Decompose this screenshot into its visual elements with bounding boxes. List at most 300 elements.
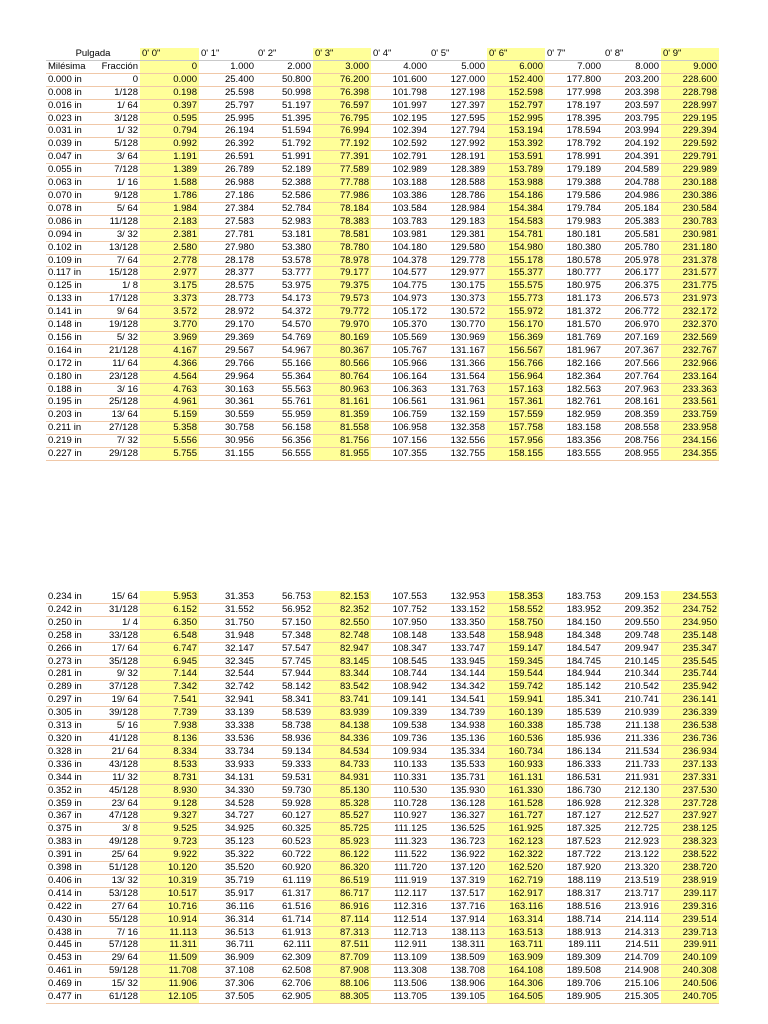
mm-value-cell[interactable]: 108.545 <box>371 655 429 668</box>
mm-value-cell[interactable]: 127.595 <box>429 112 487 125</box>
mm-value-cell[interactable]: 186.333 <box>545 758 603 771</box>
fraccion-cell[interactable]: 13/ 32 <box>93 874 140 887</box>
mm-value-cell[interactable]: 133.945 <box>429 655 487 668</box>
mm-value-cell[interactable]: 157.758 <box>487 422 545 435</box>
mm-value-cell[interactable]: 52.586 <box>256 189 313 202</box>
mm-value-cell[interactable]: 135.533 <box>429 758 487 771</box>
fraccion-cell[interactable]: 1/ 8 <box>93 280 140 293</box>
header-fraccion[interactable]: Fracción <box>93 60 140 73</box>
mm-value-cell[interactable]: 11.113 <box>140 926 199 939</box>
fraccion-cell[interactable]: 55/128 <box>93 913 140 926</box>
mm-value-cell[interactable]: 132.953 <box>429 591 487 603</box>
mm-value-cell[interactable]: 3.175 <box>140 280 199 293</box>
mm-value-cell[interactable]: 26.789 <box>199 164 256 177</box>
mm-value-cell[interactable]: 189.309 <box>545 952 603 965</box>
mm-value-cell[interactable]: 81.161 <box>313 396 371 409</box>
mm-value-cell[interactable]: 78.978 <box>313 254 371 267</box>
fraccion-cell[interactable]: 11/ 32 <box>93 771 140 784</box>
mm-value-cell[interactable]: 235.347 <box>661 642 719 655</box>
mm-value-cell[interactable]: 215.106 <box>603 978 661 991</box>
mm-value-cell[interactable]: 240.506 <box>661 978 719 991</box>
mm-value-cell[interactable]: 59.333 <box>256 758 313 771</box>
mm-value-cell[interactable]: 181.570 <box>545 319 603 332</box>
mm-value-cell[interactable]: 53.181 <box>256 228 313 241</box>
mm-value-cell[interactable]: 152.797 <box>487 99 545 112</box>
mm-value-cell[interactable]: 187.523 <box>545 836 603 849</box>
mm-value-cell[interactable]: 32.742 <box>199 681 256 694</box>
mm-value-cell[interactable]: 25.400 <box>199 73 256 86</box>
mm-value-cell[interactable]: 113.109 <box>371 952 429 965</box>
mm-value-cell[interactable]: 161.131 <box>487 771 545 784</box>
header-milesima[interactable]: Milésima <box>46 60 93 73</box>
fraccion-cell[interactable]: 1/ 4 <box>93 616 140 629</box>
mm-value-cell[interactable]: 87.114 <box>313 913 371 926</box>
milesima-cell[interactable]: 0.172 in <box>46 357 93 370</box>
mm-value-cell[interactable]: 212.725 <box>603 823 661 836</box>
mm-value-cell[interactable]: 26.392 <box>199 138 256 151</box>
mm-value-cell[interactable]: 32.941 <box>199 694 256 707</box>
mm-value-cell[interactable]: 153.392 <box>487 138 545 151</box>
mm-value-cell[interactable]: 36.513 <box>199 926 256 939</box>
fraccion-cell[interactable]: 45/128 <box>93 784 140 797</box>
mm-value-cell[interactable]: 157.956 <box>487 435 545 448</box>
mm-value-cell[interactable]: 130.572 <box>429 306 487 319</box>
mm-value-cell[interactable]: 107.752 <box>371 603 429 616</box>
fraccion-cell[interactable]: 3/ 64 <box>93 151 140 164</box>
mm-value-cell[interactable]: 137.914 <box>429 913 487 926</box>
mm-value-cell[interactable]: 110.927 <box>371 810 429 823</box>
mm-value-cell[interactable]: 29.567 <box>199 344 256 357</box>
mm-value-cell[interactable]: 233.363 <box>661 383 719 396</box>
mm-value-cell[interactable]: 127.198 <box>429 86 487 99</box>
milesima-cell[interactable]: 0.445 in <box>46 939 93 952</box>
mm-value-cell[interactable]: 36.909 <box>199 952 256 965</box>
mm-value-cell[interactable]: 213.519 <box>603 874 661 887</box>
mm-value-cell[interactable]: 207.963 <box>603 383 661 396</box>
mm-value-cell[interactable]: 188.714 <box>545 913 603 926</box>
fraccion-cell[interactable]: 11/ 64 <box>93 357 140 370</box>
mm-value-cell[interactable]: 153.789 <box>487 164 545 177</box>
mm-value-cell[interactable]: 81.359 <box>313 409 371 422</box>
fraccion-cell[interactable]: 7/ 64 <box>93 254 140 267</box>
header-inch-cell[interactable]: 7.000 <box>545 60 603 73</box>
mm-value-cell[interactable]: 187.722 <box>545 849 603 862</box>
mm-value-cell[interactable]: 29.964 <box>199 370 256 383</box>
mm-value-cell[interactable]: 178.197 <box>545 99 603 112</box>
mm-value-cell[interactable]: 36.314 <box>199 913 256 926</box>
milesima-cell[interactable]: 0.461 in <box>46 965 93 978</box>
mm-value-cell[interactable]: 184.944 <box>545 668 603 681</box>
mm-value-cell[interactable]: 180.181 <box>545 228 603 241</box>
mm-value-cell[interactable]: 178.594 <box>545 125 603 138</box>
mm-value-cell[interactable]: 108.744 <box>371 668 429 681</box>
mm-value-cell[interactable]: 131.366 <box>429 357 487 370</box>
mm-value-cell[interactable]: 84.138 <box>313 720 371 733</box>
mm-value-cell[interactable]: 78.184 <box>313 202 371 215</box>
mm-value-cell[interactable]: 81.558 <box>313 422 371 435</box>
mm-value-cell[interactable]: 79.970 <box>313 319 371 332</box>
mm-value-cell[interactable]: 105.370 <box>371 319 429 332</box>
milesima-cell[interactable]: 0.156 in <box>46 331 93 344</box>
milesima-cell[interactable]: 0.352 in <box>46 784 93 797</box>
mm-value-cell[interactable]: 33.734 <box>199 745 256 758</box>
mm-value-cell[interactable]: 76.597 <box>313 99 371 112</box>
mm-value-cell[interactable]: 87.908 <box>313 965 371 978</box>
mm-value-cell[interactable]: 1.984 <box>140 202 199 215</box>
mm-value-cell[interactable]: 58.142 <box>256 681 313 694</box>
mm-value-cell[interactable]: 32.345 <box>199 655 256 668</box>
mm-value-cell[interactable]: 188.516 <box>545 900 603 913</box>
mm-value-cell[interactable]: 56.753 <box>256 591 313 603</box>
fraccion-cell[interactable]: 1/ 16 <box>93 177 140 190</box>
mm-value-cell[interactable]: 128.984 <box>429 202 487 215</box>
mm-value-cell[interactable]: 11.708 <box>140 965 199 978</box>
mm-value-cell[interactable]: 238.720 <box>661 862 719 875</box>
mm-value-cell[interactable]: 205.383 <box>603 215 661 228</box>
mm-value-cell[interactable]: 60.722 <box>256 849 313 862</box>
milesima-cell[interactable]: 0.359 in <box>46 797 93 810</box>
milesima-cell[interactable]: 0.320 in <box>46 732 93 745</box>
mm-value-cell[interactable]: 135.731 <box>429 771 487 784</box>
mm-value-cell[interactable]: 55.563 <box>256 383 313 396</box>
mm-value-cell[interactable]: 36.711 <box>199 939 256 952</box>
mm-value-cell[interactable]: 78.780 <box>313 241 371 254</box>
milesima-cell[interactable]: 0.211 in <box>46 422 93 435</box>
mm-value-cell[interactable]: 158.155 <box>487 448 545 461</box>
mm-value-cell[interactable]: 136.525 <box>429 823 487 836</box>
mm-value-cell[interactable]: 139.105 <box>429 991 487 1004</box>
header-feet-cell[interactable]: 0' 0" <box>140 48 199 60</box>
mm-value-cell[interactable]: 204.391 <box>603 151 661 164</box>
mm-value-cell[interactable]: 127.992 <box>429 138 487 151</box>
fraccion-cell[interactable]: 19/128 <box>93 319 140 332</box>
mm-value-cell[interactable]: 214.114 <box>603 913 661 926</box>
mm-value-cell[interactable]: 86.916 <box>313 900 371 913</box>
header-feet-cell[interactable]: 0' 8" <box>603 48 661 60</box>
milesima-cell[interactable]: 0.203 in <box>46 409 93 422</box>
mm-value-cell[interactable]: 37.306 <box>199 978 256 991</box>
mm-value-cell[interactable]: 205.978 <box>603 254 661 267</box>
fraccion-cell[interactable]: 9/ 64 <box>93 306 140 319</box>
mm-value-cell[interactable]: 83.939 <box>313 707 371 720</box>
mm-value-cell[interactable]: 59.730 <box>256 784 313 797</box>
mm-value-cell[interactable]: 159.345 <box>487 655 545 668</box>
fraccion-cell[interactable]: 5/ 64 <box>93 202 140 215</box>
mm-value-cell[interactable]: 103.386 <box>371 189 429 202</box>
mm-value-cell[interactable]: 52.189 <box>256 164 313 177</box>
mm-value-cell[interactable]: 133.747 <box>429 642 487 655</box>
header-feet-cell[interactable]: 0' 9" <box>661 48 719 60</box>
mm-value-cell[interactable]: 178.991 <box>545 151 603 164</box>
fraccion-cell[interactable]: 37/128 <box>93 681 140 694</box>
mm-value-cell[interactable]: 61.913 <box>256 926 313 939</box>
mm-value-cell[interactable]: 238.323 <box>661 836 719 849</box>
mm-value-cell[interactable]: 30.163 <box>199 383 256 396</box>
milesima-cell[interactable]: 0.258 in <box>46 629 93 642</box>
mm-value-cell[interactable]: 211.336 <box>603 732 661 745</box>
mm-value-cell[interactable]: 130.770 <box>429 319 487 332</box>
fraccion-cell[interactable]: 49/128 <box>93 836 140 849</box>
fraccion-cell[interactable]: 59/128 <box>93 965 140 978</box>
mm-value-cell[interactable]: 211.534 <box>603 745 661 758</box>
mm-value-cell[interactable]: 102.791 <box>371 151 429 164</box>
mm-value-cell[interactable]: 187.920 <box>545 862 603 875</box>
mm-value-cell[interactable]: 111.919 <box>371 874 429 887</box>
fraccion-cell[interactable]: 15/ 64 <box>93 591 140 603</box>
fraccion-cell[interactable]: 3/ 8 <box>93 823 140 836</box>
mm-value-cell[interactable]: 35.322 <box>199 849 256 862</box>
mm-value-cell[interactable]: 2.977 <box>140 267 199 280</box>
mm-value-cell[interactable]: 183.555 <box>545 448 603 461</box>
mm-value-cell[interactable]: 58.539 <box>256 707 313 720</box>
mm-value-cell[interactable]: 237.530 <box>661 784 719 797</box>
fraccion-cell[interactable]: 33/128 <box>93 629 140 642</box>
mm-value-cell[interactable]: 212.923 <box>603 836 661 849</box>
mm-value-cell[interactable]: 3.572 <box>140 306 199 319</box>
mm-value-cell[interactable]: 234.355 <box>661 448 719 461</box>
mm-value-cell[interactable]: 86.717 <box>313 887 371 900</box>
mm-value-cell[interactable]: 8.930 <box>140 784 199 797</box>
mm-value-cell[interactable]: 138.906 <box>429 978 487 991</box>
mm-value-cell[interactable]: 103.981 <box>371 228 429 241</box>
fraccion-cell[interactable]: 3/ 32 <box>93 228 140 241</box>
mm-value-cell[interactable]: 108.942 <box>371 681 429 694</box>
mm-value-cell[interactable]: 135.930 <box>429 784 487 797</box>
mm-value-cell[interactable]: 232.966 <box>661 357 719 370</box>
mm-value-cell[interactable]: 104.973 <box>371 293 429 306</box>
mm-value-cell[interactable]: 107.355 <box>371 448 429 461</box>
header-inch-cell[interactable]: 4.000 <box>371 60 429 73</box>
mm-value-cell[interactable]: 131.961 <box>429 396 487 409</box>
mm-value-cell[interactable]: 163.909 <box>487 952 545 965</box>
mm-value-cell[interactable]: 107.553 <box>371 591 429 603</box>
mm-value-cell[interactable]: 205.780 <box>603 241 661 254</box>
mm-value-cell[interactable]: 30.956 <box>199 435 256 448</box>
mm-value-cell[interactable]: 9.327 <box>140 810 199 823</box>
mm-value-cell[interactable]: 110.728 <box>371 797 429 810</box>
mm-value-cell[interactable]: 7.342 <box>140 681 199 694</box>
mm-value-cell[interactable]: 128.191 <box>429 151 487 164</box>
mm-value-cell[interactable]: 136.327 <box>429 810 487 823</box>
fraccion-cell[interactable]: 15/ 32 <box>93 978 140 991</box>
mm-value-cell[interactable]: 77.391 <box>313 151 371 164</box>
mm-value-cell[interactable]: 232.370 <box>661 319 719 332</box>
mm-value-cell[interactable]: 212.328 <box>603 797 661 810</box>
fraccion-cell[interactable]: 41/128 <box>93 732 140 745</box>
mm-value-cell[interactable]: 58.738 <box>256 720 313 733</box>
mm-value-cell[interactable]: 34.330 <box>199 784 256 797</box>
mm-value-cell[interactable]: 110.133 <box>371 758 429 771</box>
mm-value-cell[interactable]: 111.522 <box>371 849 429 862</box>
mm-value-cell[interactable]: 153.591 <box>487 151 545 164</box>
mm-value-cell[interactable]: 239.514 <box>661 913 719 926</box>
mm-value-cell[interactable]: 10.319 <box>140 874 199 887</box>
mm-value-cell[interactable]: 138.311 <box>429 939 487 952</box>
mm-value-cell[interactable]: 79.772 <box>313 306 371 319</box>
mm-value-cell[interactable]: 134.739 <box>429 707 487 720</box>
mm-value-cell[interactable]: 105.172 <box>371 306 429 319</box>
mm-value-cell[interactable]: 210.344 <box>603 668 661 681</box>
mm-value-cell[interactable]: 106.561 <box>371 396 429 409</box>
fraccion-cell[interactable]: 5/128 <box>93 138 140 151</box>
mm-value-cell[interactable]: 60.127 <box>256 810 313 823</box>
mm-value-cell[interactable]: 1.389 <box>140 164 199 177</box>
milesima-cell[interactable]: 0.273 in <box>46 655 93 668</box>
mm-value-cell[interactable]: 27.384 <box>199 202 256 215</box>
mm-value-cell[interactable]: 8.533 <box>140 758 199 771</box>
mm-value-cell[interactable]: 10.517 <box>140 887 199 900</box>
mm-value-cell[interactable]: 132.755 <box>429 448 487 461</box>
mm-value-cell[interactable]: 12.105 <box>140 991 199 1004</box>
mm-value-cell[interactable]: 233.561 <box>661 396 719 409</box>
milesima-cell[interactable]: 0.047 in <box>46 151 93 164</box>
mm-value-cell[interactable]: 237.331 <box>661 771 719 784</box>
mm-value-cell[interactable]: 215.305 <box>603 991 661 1004</box>
mm-value-cell[interactable]: 11.906 <box>140 978 199 991</box>
mm-value-cell[interactable]: 162.520 <box>487 862 545 875</box>
mm-value-cell[interactable]: 84.931 <box>313 771 371 784</box>
mm-value-cell[interactable]: 213.122 <box>603 849 661 862</box>
mm-value-cell[interactable]: 208.359 <box>603 409 661 422</box>
mm-value-cell[interactable]: 232.767 <box>661 344 719 357</box>
mm-value-cell[interactable]: 178.792 <box>545 138 603 151</box>
mm-value-cell[interactable]: 181.173 <box>545 293 603 306</box>
fraccion-cell[interactable]: 1/128 <box>93 86 140 99</box>
mm-value-cell[interactable]: 107.156 <box>371 435 429 448</box>
mm-value-cell[interactable]: 85.328 <box>313 797 371 810</box>
fraccion-cell[interactable]: 27/ 64 <box>93 900 140 913</box>
mm-value-cell[interactable]: 0.000 <box>140 73 199 86</box>
mm-value-cell[interactable]: 51.991 <box>256 151 313 164</box>
mm-value-cell[interactable]: 0.595 <box>140 112 199 125</box>
mm-value-cell[interactable]: 77.986 <box>313 189 371 202</box>
mm-value-cell[interactable]: 160.338 <box>487 720 545 733</box>
mm-value-cell[interactable]: 83.344 <box>313 668 371 681</box>
mm-value-cell[interactable]: 229.394 <box>661 125 719 138</box>
mm-value-cell[interactable]: 31.750 <box>199 616 256 629</box>
header-feet-cell[interactable]: 0' 2" <box>256 48 313 60</box>
milesima-cell[interactable]: 0.219 in <box>46 435 93 448</box>
mm-value-cell[interactable]: 160.139 <box>487 707 545 720</box>
mm-value-cell[interactable]: 81.955 <box>313 448 371 461</box>
mm-value-cell[interactable]: 106.164 <box>371 370 429 383</box>
mm-value-cell[interactable]: 6.747 <box>140 642 199 655</box>
header-pulgada[interactable]: Pulgada <box>46 48 140 60</box>
mm-value-cell[interactable]: 30.559 <box>199 409 256 422</box>
milesima-cell[interactable]: 0.398 in <box>46 862 93 875</box>
mm-value-cell[interactable]: 53.578 <box>256 254 313 267</box>
milesima-cell[interactable]: 0.188 in <box>46 383 93 396</box>
mm-value-cell[interactable]: 234.553 <box>661 591 719 603</box>
mm-value-cell[interactable]: 233.759 <box>661 409 719 422</box>
mm-value-cell[interactable]: 229.989 <box>661 164 719 177</box>
fraccion-cell[interactable]: 1/ 32 <box>93 125 140 138</box>
fraccion-cell[interactable]: 25/ 64 <box>93 849 140 862</box>
mm-value-cell[interactable]: 185.936 <box>545 732 603 745</box>
mm-value-cell[interactable]: 1.786 <box>140 189 199 202</box>
mm-value-cell[interactable]: 52.983 <box>256 215 313 228</box>
milesima-cell[interactable]: 0.469 in <box>46 978 93 991</box>
mm-value-cell[interactable]: 160.933 <box>487 758 545 771</box>
mm-value-cell[interactable]: 105.966 <box>371 357 429 370</box>
milesima-cell[interactable]: 0.406 in <box>46 874 93 887</box>
mm-value-cell[interactable]: 208.558 <box>603 422 661 435</box>
mm-value-cell[interactable]: 162.719 <box>487 874 545 887</box>
mm-value-cell[interactable]: 59.531 <box>256 771 313 784</box>
header-feet-cell[interactable]: 0' 6" <box>487 48 545 60</box>
mm-value-cell[interactable]: 235.545 <box>661 655 719 668</box>
mm-value-cell[interactable]: 0.992 <box>140 138 199 151</box>
mm-value-cell[interactable]: 60.523 <box>256 836 313 849</box>
mm-value-cell[interactable]: 208.955 <box>603 448 661 461</box>
header-inch-cell[interactable]: 8.000 <box>603 60 661 73</box>
mm-value-cell[interactable]: 237.133 <box>661 758 719 771</box>
mm-value-cell[interactable]: 25.995 <box>199 112 256 125</box>
mm-value-cell[interactable]: 101.997 <box>371 99 429 112</box>
header-inch-cell[interactable]: 2.000 <box>256 60 313 73</box>
fraccion-cell[interactable]: 13/ 64 <box>93 409 140 422</box>
mm-value-cell[interactable]: 236.934 <box>661 745 719 758</box>
mm-value-cell[interactable]: 108.347 <box>371 642 429 655</box>
mm-value-cell[interactable]: 238.125 <box>661 823 719 836</box>
milesima-cell[interactable]: 0.305 in <box>46 707 93 720</box>
mm-value-cell[interactable]: 159.742 <box>487 681 545 694</box>
mm-value-cell[interactable]: 132.159 <box>429 409 487 422</box>
milesima-cell[interactable]: 0.336 in <box>46 758 93 771</box>
mm-value-cell[interactable]: 113.506 <box>371 978 429 991</box>
milesima-cell[interactable]: 0.148 in <box>46 319 93 332</box>
mm-value-cell[interactable]: 178.395 <box>545 112 603 125</box>
mm-value-cell[interactable]: 162.123 <box>487 836 545 849</box>
header-inch-cell[interactable]: 5.000 <box>429 60 487 73</box>
mm-value-cell[interactable]: 210.145 <box>603 655 661 668</box>
mm-value-cell[interactable]: 54.570 <box>256 319 313 332</box>
mm-value-cell[interactable]: 76.200 <box>313 73 371 86</box>
fraccion-cell[interactable]: 0 <box>93 73 140 86</box>
mm-value-cell[interactable]: 4.167 <box>140 344 199 357</box>
mm-value-cell[interactable]: 137.716 <box>429 900 487 913</box>
mm-value-cell[interactable]: 76.795 <box>313 112 371 125</box>
mm-value-cell[interactable]: 103.188 <box>371 177 429 190</box>
mm-value-cell[interactable]: 34.925 <box>199 823 256 836</box>
mm-value-cell[interactable]: 61.317 <box>256 887 313 900</box>
fraccion-cell[interactable]: 29/128 <box>93 448 140 461</box>
milesima-cell[interactable]: 0.039 in <box>46 138 93 151</box>
mm-value-cell[interactable]: 57.547 <box>256 642 313 655</box>
fraccion-cell[interactable]: 35/128 <box>93 655 140 668</box>
mm-value-cell[interactable]: 104.180 <box>371 241 429 254</box>
mm-value-cell[interactable]: 57.745 <box>256 655 313 668</box>
mm-value-cell[interactable]: 181.769 <box>545 331 603 344</box>
mm-value-cell[interactable]: 25.598 <box>199 86 256 99</box>
fraccion-cell[interactable]: 57/128 <box>93 939 140 952</box>
mm-value-cell[interactable]: 34.727 <box>199 810 256 823</box>
mm-value-cell[interactable]: 4.564 <box>140 370 199 383</box>
mm-value-cell[interactable]: 5.159 <box>140 409 199 422</box>
mm-value-cell[interactable]: 82.947 <box>313 642 371 655</box>
mm-value-cell[interactable]: 205.184 <box>603 202 661 215</box>
mm-value-cell[interactable]: 132.358 <box>429 422 487 435</box>
mm-value-cell[interactable]: 3.969 <box>140 331 199 344</box>
mm-value-cell[interactable]: 188.317 <box>545 887 603 900</box>
mm-value-cell[interactable]: 85.527 <box>313 810 371 823</box>
mm-value-cell[interactable]: 185.341 <box>545 694 603 707</box>
mm-value-cell[interactable]: 214.511 <box>603 939 661 952</box>
mm-value-cell[interactable]: 53.777 <box>256 267 313 280</box>
mm-value-cell[interactable]: 87.511 <box>313 939 371 952</box>
mm-value-cell[interactable]: 209.748 <box>603 629 661 642</box>
mm-value-cell[interactable]: 80.169 <box>313 331 371 344</box>
